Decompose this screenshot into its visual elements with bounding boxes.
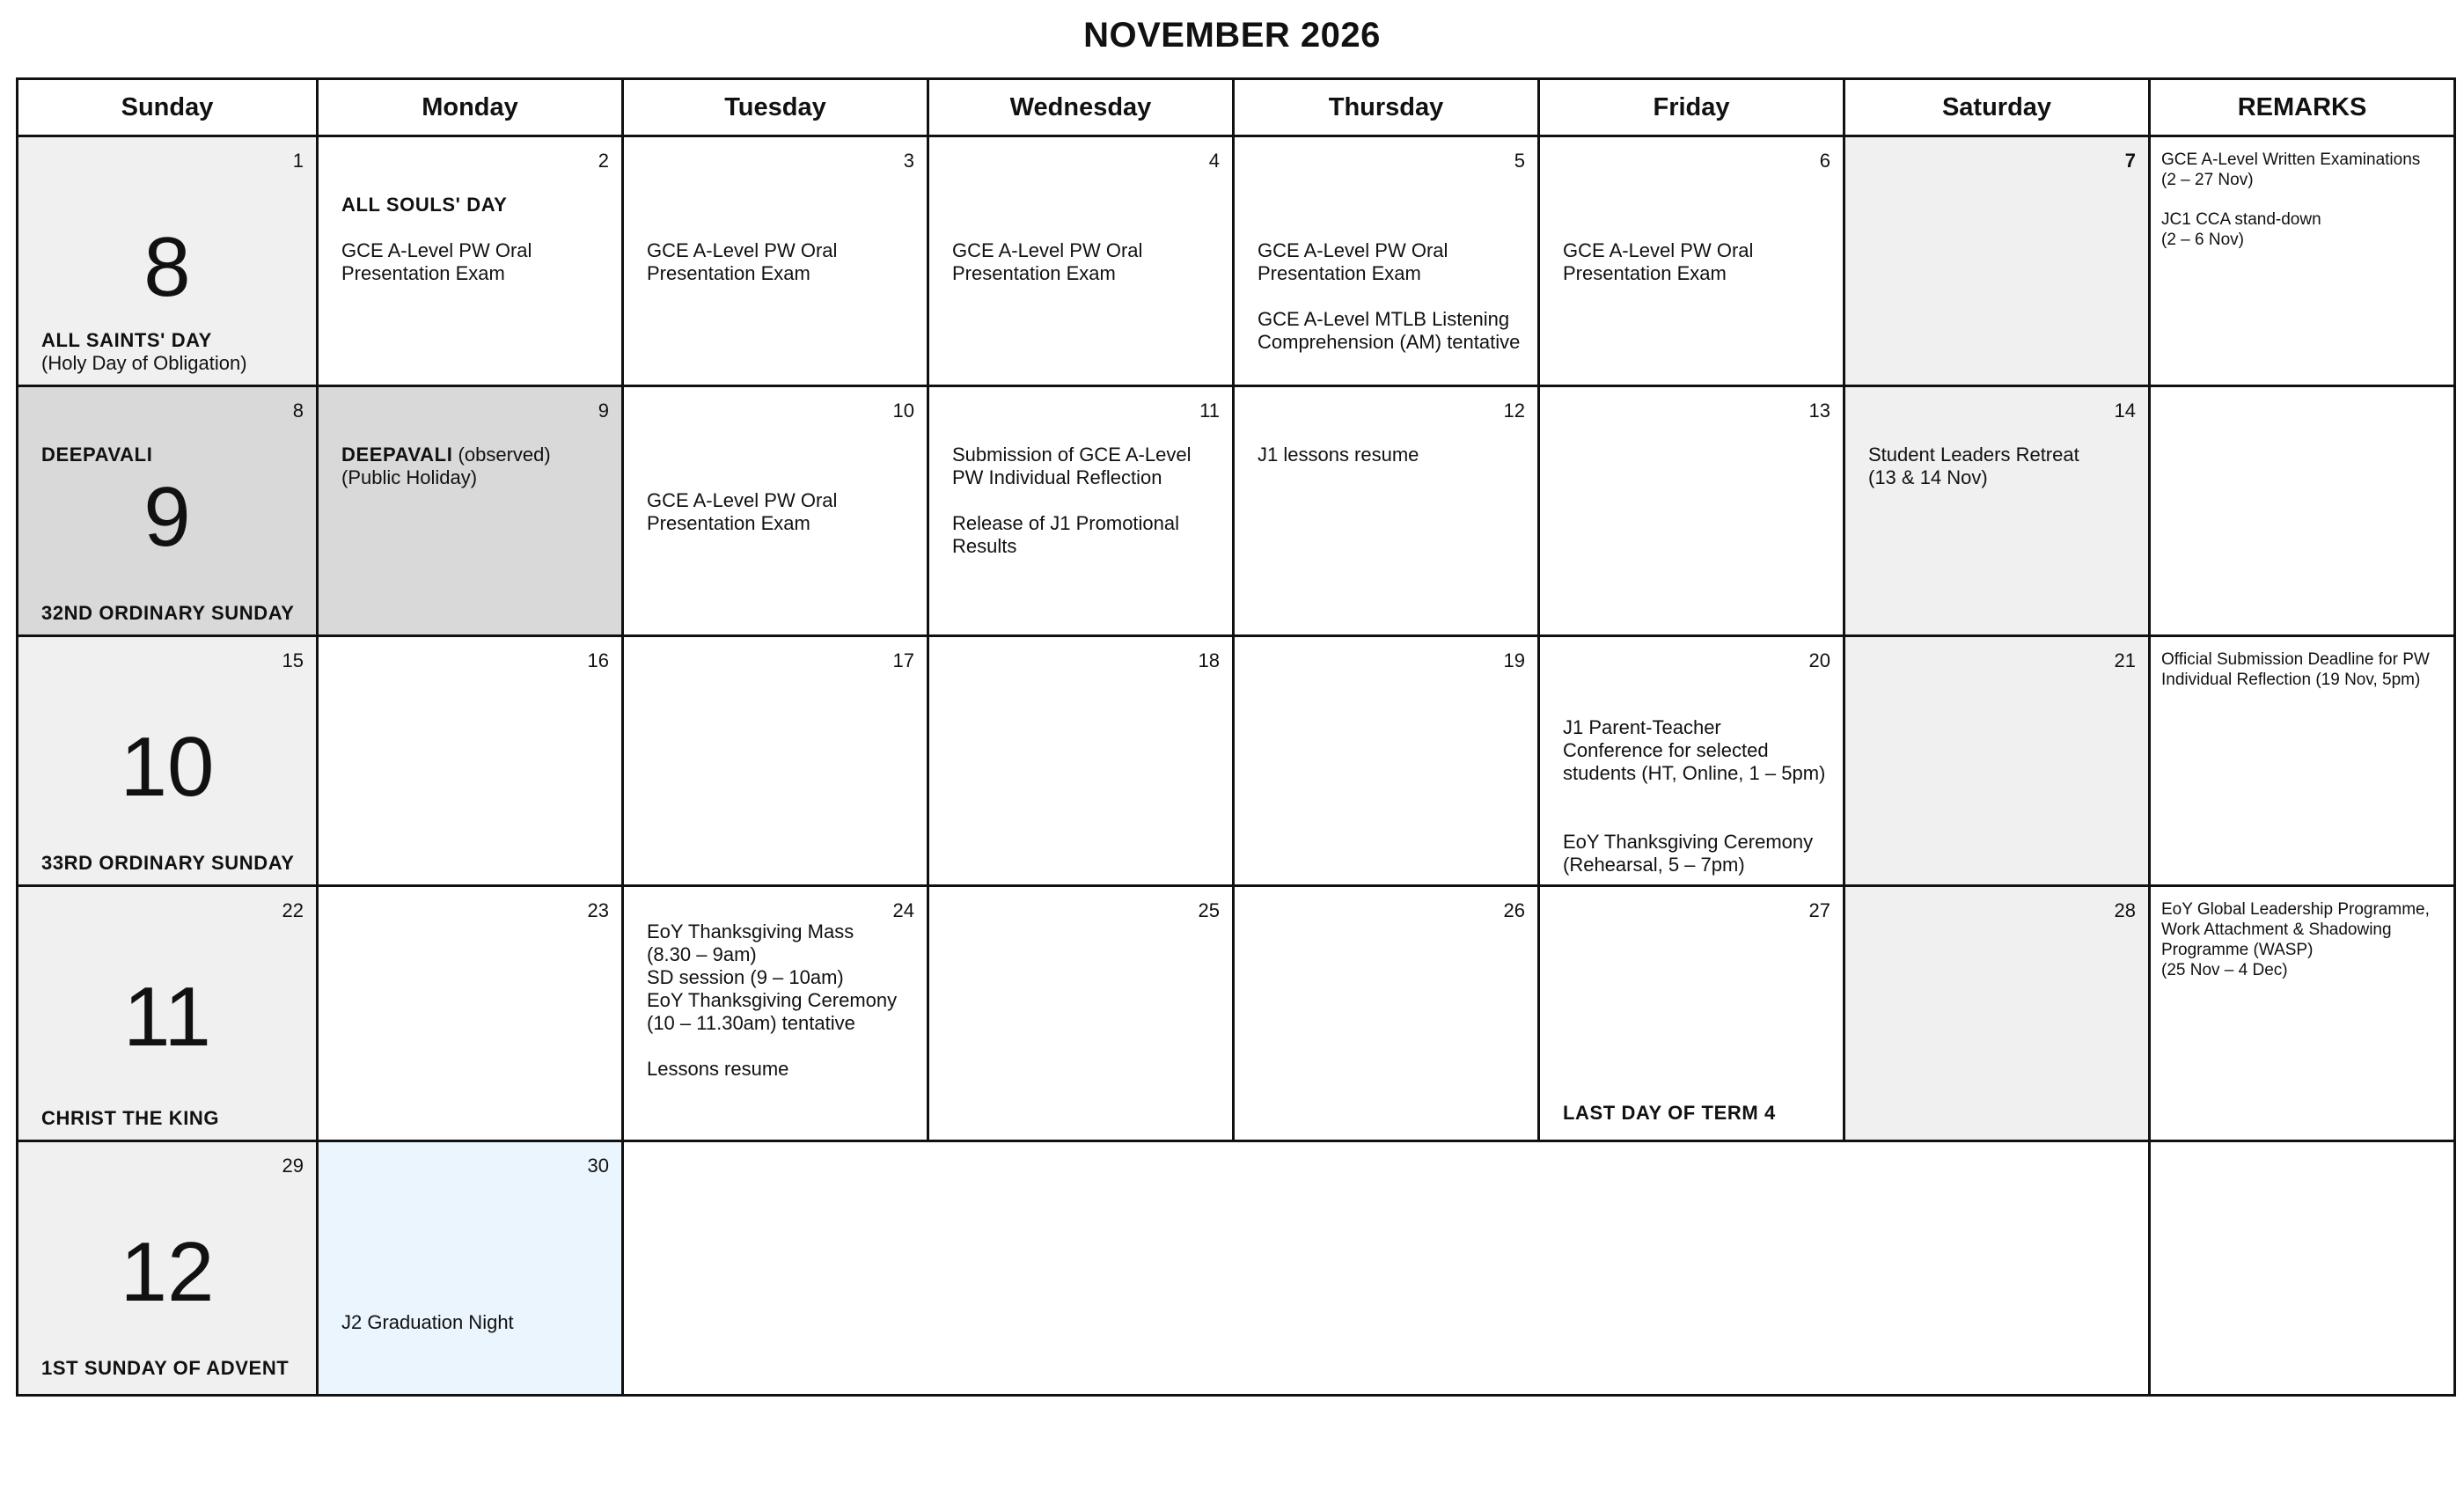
event-line: J2 Graduation Night xyxy=(341,1311,514,1333)
date-number: 11 xyxy=(1199,400,1220,422)
event-text xyxy=(647,920,914,1081)
day-cell-22[interactable] xyxy=(18,886,318,1141)
day-cell-1[interactable] xyxy=(18,136,318,386)
week-number: 11 xyxy=(123,970,211,1064)
event-line: (Public Holiday) xyxy=(341,466,478,488)
header-thursday: Thursday xyxy=(1234,79,1539,136)
day-cell-8[interactable] xyxy=(18,386,318,636)
event-text xyxy=(1868,444,2136,489)
event-text xyxy=(1258,239,1525,354)
date-number: 7 xyxy=(2124,150,2136,172)
day-cell-26[interactable] xyxy=(1234,886,1539,1141)
event-line: GCE A-Level PW Oral xyxy=(647,239,838,261)
remarks-cell-week-11 xyxy=(2150,886,2455,1141)
date-number: 9 xyxy=(598,400,609,422)
event-line: Submission of GCE A-Level xyxy=(952,444,1192,466)
date-number: 21 xyxy=(2114,649,2136,671)
sunday-label-title: 1ST SUNDAY OF ADVENT xyxy=(41,1357,290,1379)
day-cell-24[interactable] xyxy=(623,886,928,1141)
event-line: GCE A-Level PW Oral xyxy=(341,239,532,261)
day-cell-19[interactable] xyxy=(1234,636,1539,886)
date-number: 18 xyxy=(1198,649,1220,671)
event-line: EoY Thanksgiving Ceremony xyxy=(647,989,898,1011)
remark-line: GCE A-Level Written Examinations xyxy=(2161,150,2421,169)
date-number: 10 xyxy=(892,400,914,422)
header-monday: Monday xyxy=(318,79,623,136)
week-number: 10 xyxy=(120,720,215,814)
holiday-heading: DEEPAVALI xyxy=(341,444,453,466)
event-line: GCE A-Level PW Oral xyxy=(952,239,1143,261)
day-cell-2[interactable] xyxy=(318,136,623,386)
week-number: 8 xyxy=(143,220,191,314)
event-text xyxy=(647,239,914,285)
remarks-text xyxy=(2161,150,2445,250)
sunday-label xyxy=(41,329,309,375)
event-line: Presentation Exam xyxy=(647,512,810,534)
date-number: 25 xyxy=(1198,899,1220,921)
sunday-label-title: 32ND ORDINARY SUNDAY xyxy=(41,602,295,624)
day-cell-5[interactable] xyxy=(1234,136,1539,386)
event-line: Release of J1 Promotional xyxy=(952,512,1180,534)
week-row-8 xyxy=(18,136,2455,386)
remark-line: (2 – 27 Nov) xyxy=(2161,171,2254,189)
date-number: 13 xyxy=(1808,400,1830,422)
day-cell-16[interactable] xyxy=(318,636,623,886)
day-cell-12[interactable] xyxy=(1234,386,1539,636)
sunday-label-title: CHRIST THE KING xyxy=(41,1107,220,1129)
remark-line: (25 Nov – 4 Dec) xyxy=(2161,961,2288,979)
calendar-title: NOVEMBER 2026 xyxy=(1083,16,1381,55)
event-line: GCE A-Level MTLB Listening xyxy=(1258,308,1510,330)
date-number: 23 xyxy=(587,899,609,921)
event-line: (Rehearsal, 5 – 7pm) xyxy=(1563,854,1745,876)
event-text xyxy=(1563,239,1830,285)
date-number: 29 xyxy=(282,1155,304,1177)
event-text xyxy=(952,444,1220,558)
event-line: Conference for selected xyxy=(1563,739,1769,761)
event-line: SD session (9 – 10am) xyxy=(647,966,844,988)
date-number: 12 xyxy=(1503,400,1525,422)
event-text xyxy=(647,489,914,535)
date-number: 8 xyxy=(292,400,304,422)
remarks-cell-week-9 xyxy=(2150,386,2455,636)
event-line: EoY Thanksgiving Mass xyxy=(647,920,854,942)
week-row-9 xyxy=(18,386,2455,636)
event-line: (13 & 14 Nov) xyxy=(1868,466,1988,488)
day-cell-23[interactable] xyxy=(318,886,623,1141)
event-line: Presentation Exam xyxy=(341,262,505,284)
week-number: 12 xyxy=(120,1225,215,1319)
header-remarks: REMARKS xyxy=(2150,79,2455,136)
date-number: 28 xyxy=(2114,899,2136,921)
remarks-cell-week-12 xyxy=(2150,1141,2455,1396)
sunday-label-title: 33RD ORDINARY SUNDAY xyxy=(41,852,295,874)
date-number: 16 xyxy=(587,649,609,671)
day-cell-6[interactable] xyxy=(1539,136,1844,386)
header-row xyxy=(18,79,2455,136)
calendar-grid xyxy=(16,77,2456,1397)
event-line: J1 lessons resume xyxy=(1258,444,1419,466)
remarks-cell-week-8 xyxy=(2150,136,2455,386)
event-text xyxy=(952,239,1220,285)
day-cell-25[interactable] xyxy=(928,886,1234,1141)
date-number: 20 xyxy=(1808,649,1830,671)
day-cell-27[interactable] xyxy=(1539,886,1844,1141)
remarks-cell-week-10 xyxy=(2150,636,2455,886)
day-cell-21[interactable] xyxy=(1844,636,2150,886)
remark-line: Individual Reflection (19 Nov, 5pm) xyxy=(2161,671,2421,689)
remarks-text xyxy=(2161,649,2445,690)
event-line: Presentation Exam xyxy=(1258,262,1421,284)
header-tuesday: Tuesday xyxy=(623,79,928,136)
date-number: 3 xyxy=(903,150,914,172)
day-cell-20[interactable] xyxy=(1539,636,1844,886)
event-line: (8.30 – 9am) xyxy=(647,943,757,965)
event-line: Comprehension (AM) tentative xyxy=(1258,331,1521,353)
remark-line: (2 – 6 Nov) xyxy=(2161,231,2244,249)
day-cell-4[interactable] xyxy=(928,136,1234,386)
event-line: Presentation Exam xyxy=(1563,262,1727,284)
event-text xyxy=(341,1311,609,1334)
holiday-heading: ALL SOULS' DAY xyxy=(341,194,508,216)
remark-line: Official Submission Deadline for PW xyxy=(2161,650,2430,669)
event-line: Presentation Exam xyxy=(647,262,810,284)
day-cell-11[interactable] xyxy=(928,386,1234,636)
day-cell-7[interactable] xyxy=(1844,136,2150,386)
event-text xyxy=(1258,444,1525,466)
day-cell-18[interactable] xyxy=(928,636,1234,886)
event-line: GCE A-Level PW Oral xyxy=(1258,239,1448,261)
date-number: 24 xyxy=(892,899,914,921)
date-number: 4 xyxy=(1208,150,1220,172)
day-cell-13[interactable] xyxy=(1539,386,1844,636)
date-number: 19 xyxy=(1503,649,1525,671)
date-number: 27 xyxy=(1808,899,1830,921)
week-number: 9 xyxy=(143,470,191,564)
header-friday: Friday xyxy=(1539,79,1844,136)
day-cell-14[interactable] xyxy=(1844,386,2150,636)
remark-line: JC1 CCA stand-down xyxy=(2161,210,2321,229)
day-cell-30[interactable] xyxy=(318,1141,623,1396)
event-line: (10 – 11.30am) tentative xyxy=(647,1012,855,1034)
day-cell-10[interactable] xyxy=(623,386,928,636)
sunday-label-title: ALL SAINTS' DAY xyxy=(41,329,212,351)
event-line: EoY Thanksgiving Ceremony xyxy=(1563,831,1814,853)
date-number: 17 xyxy=(892,649,914,671)
event-line: Presentation Exam xyxy=(952,262,1116,284)
day-cell-15[interactable] xyxy=(18,636,318,886)
event-line: GCE A-Level PW Oral xyxy=(647,489,838,511)
event-text xyxy=(1563,716,1830,876)
date-number: 1 xyxy=(292,150,304,172)
day-cell-3[interactable] xyxy=(623,136,928,386)
date-number: 6 xyxy=(1819,150,1830,172)
date-number: 22 xyxy=(282,899,304,921)
header-wednesday: Wednesday xyxy=(928,79,1234,136)
event-line: Student Leaders Retreat xyxy=(1868,444,2079,466)
day-cell-28[interactable] xyxy=(1844,886,2150,1141)
date-number: 2 xyxy=(598,150,609,172)
date-number: 26 xyxy=(1503,899,1525,921)
event-line: GCE A-Level PW Oral xyxy=(1563,239,1754,261)
event-text xyxy=(341,444,609,489)
date-number: 30 xyxy=(587,1155,609,1177)
day-cell-17[interactable] xyxy=(623,636,928,886)
header-saturday: Saturday xyxy=(1844,79,2150,136)
event-line: Results xyxy=(952,535,1017,557)
event-line: students (HT, Online, 1 – 5pm) xyxy=(1563,762,1826,784)
event-line: J1 Parent-Teacher xyxy=(1563,716,1721,738)
date-number: 15 xyxy=(282,649,304,671)
event-text xyxy=(341,194,609,285)
week-row-12 xyxy=(18,1141,2455,1396)
event-line: PW Individual Reflection xyxy=(952,466,1162,488)
day-cell-29[interactable] xyxy=(18,1141,318,1396)
date-number: 5 xyxy=(1514,150,1525,172)
event-line: Lessons resume xyxy=(647,1058,789,1080)
remark-line: Work Attachment & Shadowing xyxy=(2161,920,2392,939)
remark-line: EoY Global Leadership Programme, xyxy=(2161,900,2430,919)
term-end-heading: LAST DAY OF TERM 4 xyxy=(1563,1102,1776,1124)
holiday-heading-suffix: (observed) xyxy=(452,444,551,466)
week-row-11 xyxy=(18,886,2455,1141)
date-number: 14 xyxy=(2114,400,2136,422)
day-cell-9[interactable] xyxy=(318,386,623,636)
remark-line: Programme (WASP) xyxy=(2161,941,2314,959)
week-row-10 xyxy=(18,636,2455,886)
sunday-label-sub: (Holy Day of Obligation) xyxy=(41,352,247,374)
holiday-heading: DEEPAVALI xyxy=(41,444,153,466)
empty-cell-after-month xyxy=(623,1141,2150,1396)
header-sunday: Sunday xyxy=(18,79,318,136)
remarks-text xyxy=(2161,899,2445,980)
